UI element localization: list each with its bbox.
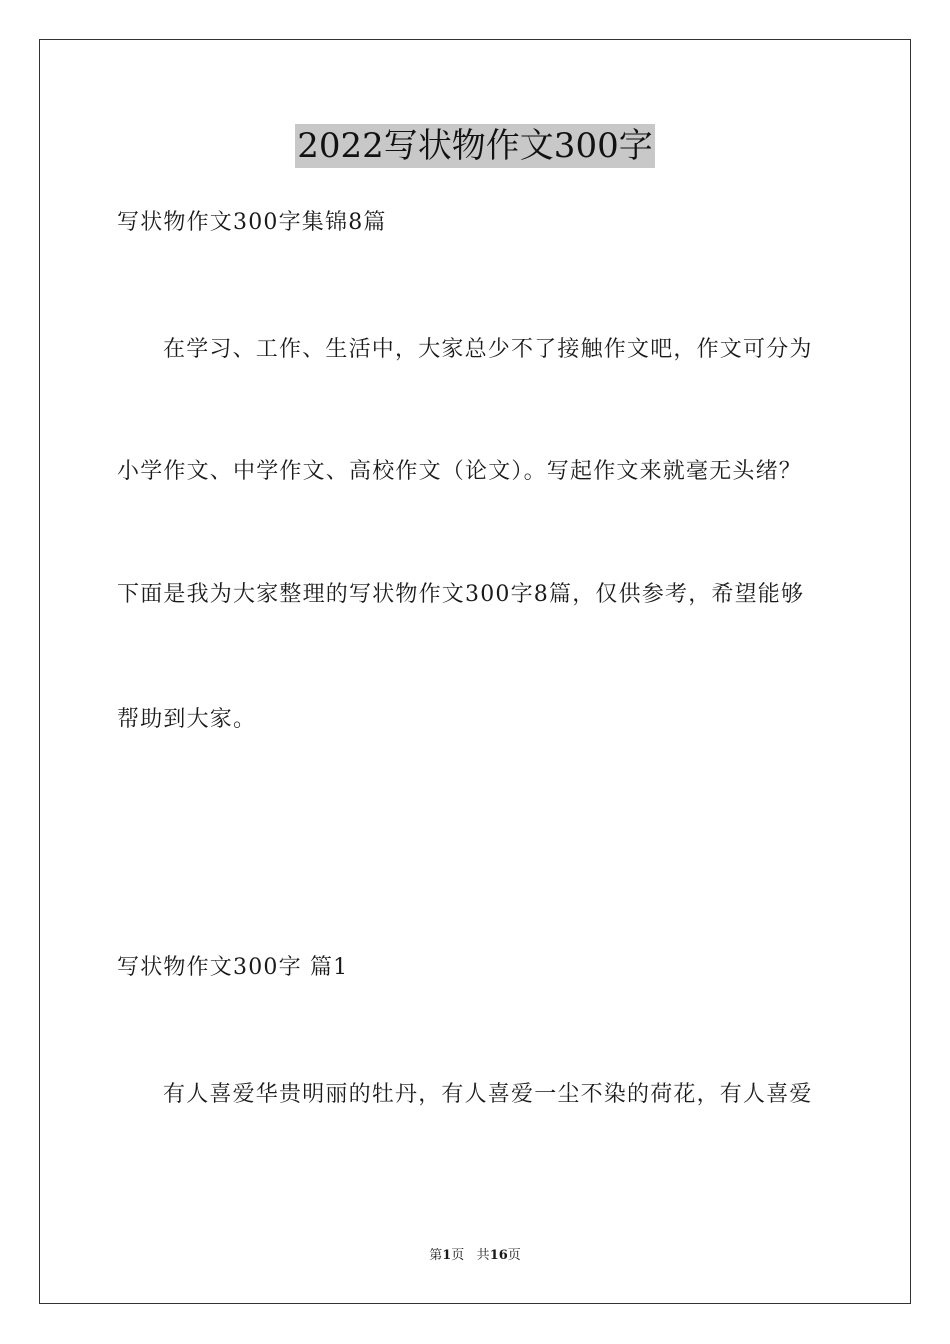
document-subtitle: 写状物作文300字集锦8篇 <box>117 210 387 235</box>
page-footer <box>0 1247 950 1265</box>
page-total: 16 <box>489 1248 508 1263</box>
section-heading: 写状物作文300字 篇1 <box>117 955 349 980</box>
page-unit: 页 <box>451 1248 465 1263</box>
intro-line-4: 帮助到大家。 <box>117 707 257 732</box>
page-current: 1 <box>442 1248 452 1263</box>
total-unit: 页 <box>507 1248 521 1263</box>
intro-line-1: 在学习、工作、生活中，大家总少不了接触作文吧，作文可分为 <box>163 337 813 362</box>
total-prefix: 共 <box>476 1248 490 1263</box>
title-container <box>0 124 950 168</box>
section-first-line: 有人喜爱华贵明丽的牡丹，有人喜爱一尘不染的荷花，有人喜爱 <box>163 1082 813 1107</box>
intro-line-2: 小学作文、中学作文、高校作文（论文）。写起作文来就毫无头绪？ <box>117 459 803 484</box>
document-title: 2022写状物作文300字 <box>297 126 653 166</box>
page-prefix: 第 <box>429 1248 443 1263</box>
intro-line-3: 下面是我为大家整理的写状物作文300字8篇，仅供参考，希望能够 <box>117 582 805 607</box>
